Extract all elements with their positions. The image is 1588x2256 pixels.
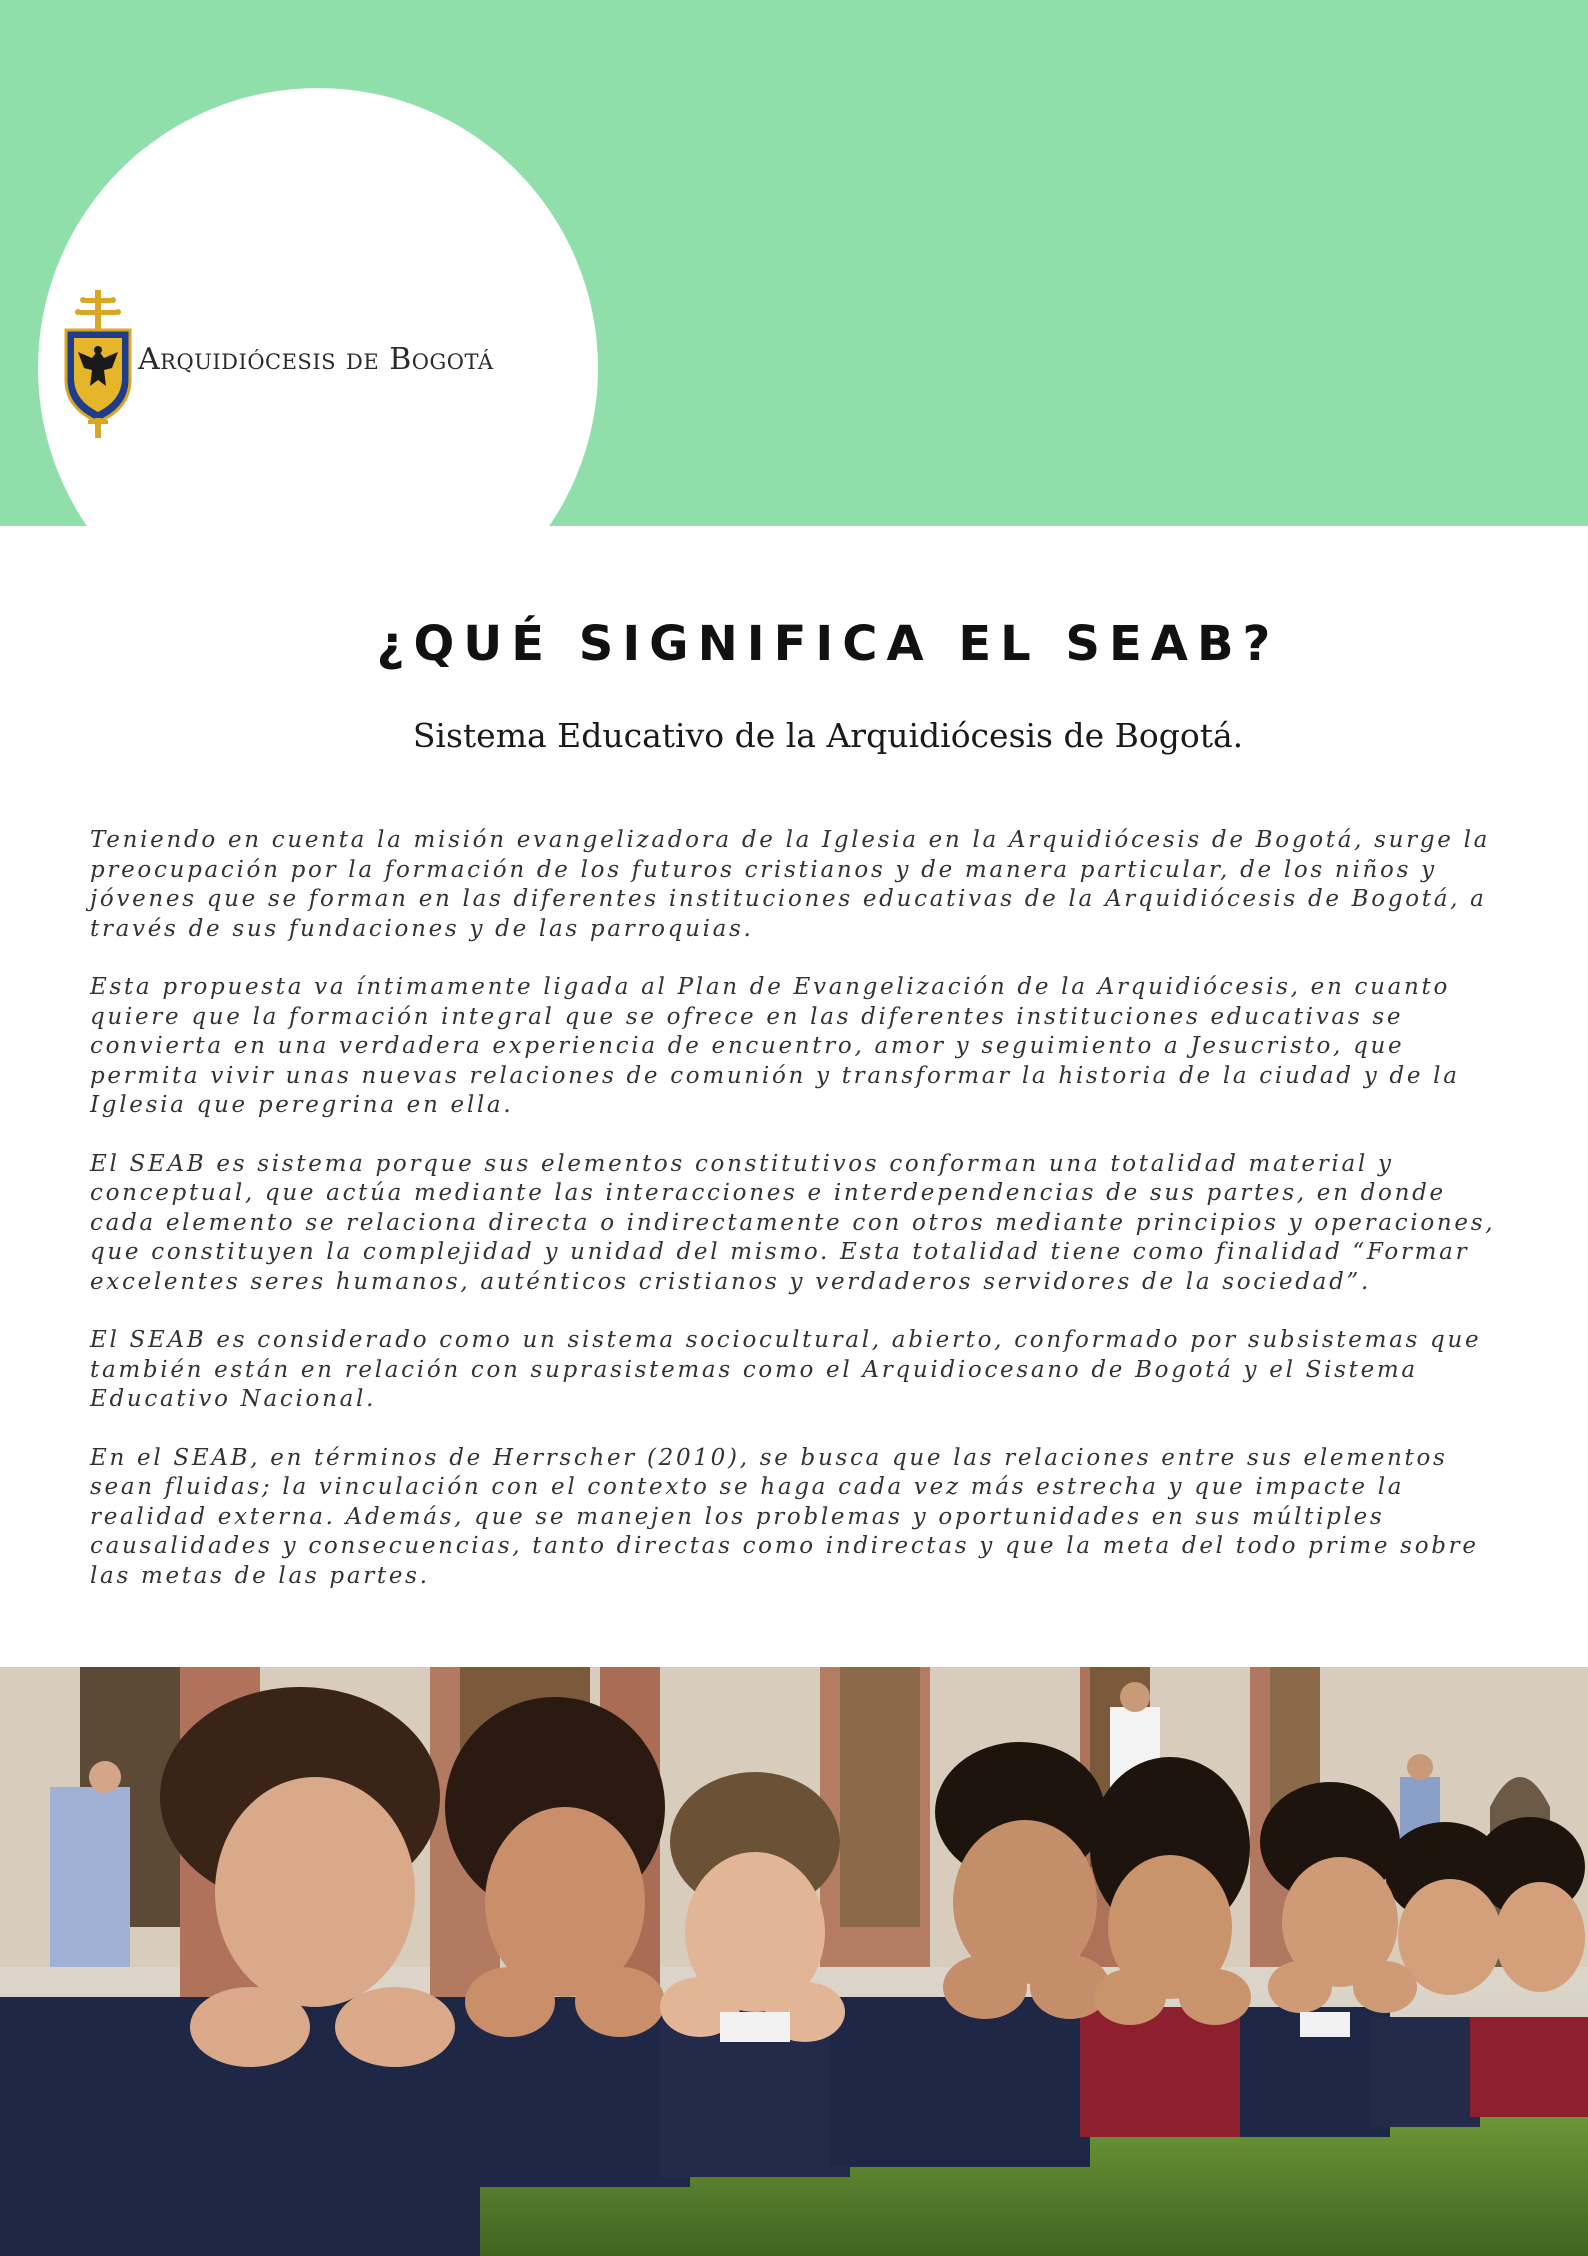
paragraph: El SEAB es sistema porque sus elementos constitutivos conforman una totalidad material y conceptual, que actúa mediante las interacciones e interdependencias de sus partes, en donde cada elemento se relaciona directa o indirectamente con otros mediante principios y operaciones, que constituyen la complejidad y unidad del mismo. Esta totalidad tiene como finalidad “Formar excelentes seres humanos, auténticos cristianos y verdaderos servidores de la sociedad”. [90,1150,1496,1295]
paragraph: Esta propuesta va íntimamente ligada al Plan de Evangelización de la Arquidiócesis, en cuanto quiere que la formación integral que se ofrece en las diferentes instituciones educativas se convierta en una verdadera experiencia de encuentro, amor y seguimiento a Jesucristo, que permita vivir unas nuevas relaciones de comunión y transformar la historia de la ciudad y de la Iglesia que peregrina en ella. [90,974,1460,1118]
body-text [90,826,1510,1620]
paragraph: Teniendo en cuenta la misión evangelizadora de la Iglesia en la Arquidiócesis de Bogotá, surge la preocupación por la formación de los futuros cristianos y de manera particular, de los niños y jóvenes que se forman en las diferentes instituciones educativas de la Arquidiócesis de Bogotá, a través de sus fundaciones y de las parroquias. [90,827,1491,942]
arquidiocesis-crest-icon [60,290,136,440]
header-band [0,0,1588,526]
paragraph: El SEAB es considerado como un sistema sociocultural, abierto, conformado por subsistemas que también están en relación con suprasistemas como el Arquidiocesano de Bogotá y el Sistema Educativo Nacional. [90,1327,1482,1412]
students-photo [0,1667,1588,2256]
paragraph: En el SEAB, en términos de Herrscher (2010), se busca que las relaciones entre sus elementos sean fluidas; la vinculación con el contexto se haga cada vez más estrecha y que impacte la realidad externa. Además, que se manejen los problemas y oportunidades en sus múltiples causalidades y consecuencias, tanto directas como indirectas y que la meta del todo prime sobre las metas de las partes. [90,1444,1479,1589]
page-title: ¿QUÉ SIGNIFICA EL SEAB? [376,616,1280,672]
logo-text: Arquidiócesis de Bogotá [138,342,494,377]
subtitle: Sistema Educativo de la Arquidiócesis de Bogotá. [412,716,1244,755]
